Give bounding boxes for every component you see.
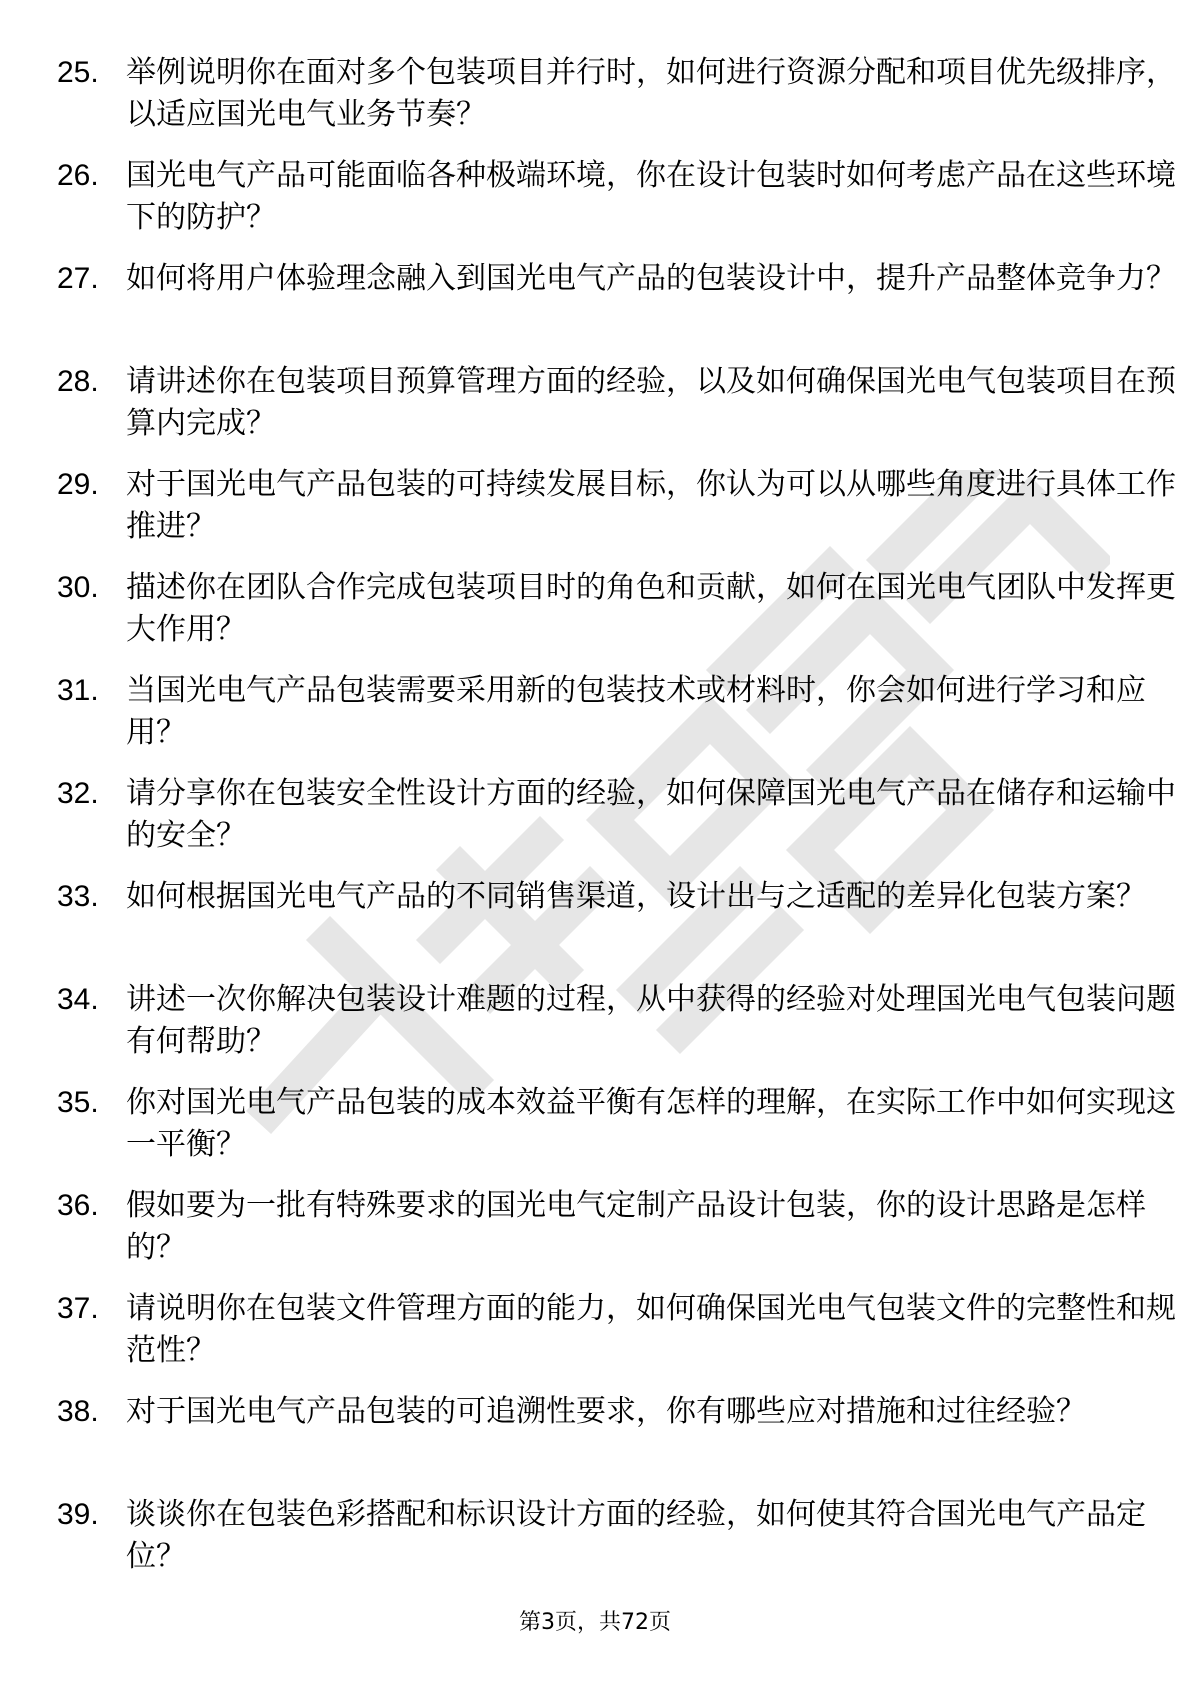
question-text: 当国光电气产品包装需要采用新的包装技术或材料时，你会如何进行学习和应用？ — [126, 673, 1146, 750]
question-item — [57, 1082, 1176, 1185]
question-number: 39. — [57, 1498, 99, 1531]
question-number: 32. — [57, 777, 99, 810]
question-text: 对于国光电气产品包装的可追溯性要求，你有哪些应对措施和过往经验？ — [126, 1394, 1086, 1429]
question-text: 请分享你在包装安全性设计方面的经验，如何保障国光电气产品在储存和运输中的安全？ — [126, 776, 1176, 853]
question-item — [57, 876, 1146, 979]
question-number: 33. — [57, 880, 99, 913]
question-text: 如何根据国光电气产品的不同销售渠道，设计出与之适配的差异化包装方案？ — [126, 879, 1146, 914]
question-text: 举例说明你在面对多个包装项目并行时，如何进行资源分配和项目优先级排序，以适应国光电气业务节奏？ — [126, 55, 1176, 132]
question-number: 25. — [57, 56, 99, 89]
question-item — [57, 155, 1176, 258]
question-number: 28. — [57, 365, 99, 398]
question-number: 36. — [57, 1189, 99, 1222]
question-text: 对于国光电气产品包装的可持续发展目标，你认为可以从哪些角度进行具体工作推进？ — [126, 467, 1176, 544]
question-text: 描述你在团队合作完成包装项目时的角色和贡献，如何在国光电气团队中发挥更大作用？ — [126, 570, 1176, 647]
question-text: 你对国光电气产品包装的成本效益平衡有怎样的理解，在实际工作中如何实现这一平衡？ — [126, 1085, 1176, 1162]
question-item — [57, 258, 1176, 361]
question-number: 38. — [57, 1395, 99, 1428]
question-item — [57, 1288, 1176, 1391]
question-text: 请讲述你在包装项目预算管理方面的经验，以及如何确保国光电气包装项目在预算内完成？ — [126, 364, 1176, 441]
question-number: 35. — [57, 1086, 99, 1119]
question-item — [57, 979, 1176, 1082]
question-text: 讲述一次你解决包装设计难题的过程，从中获得的经验对处理国光电气包装问题有何帮助？ — [126, 982, 1176, 1059]
question-item — [57, 567, 1176, 670]
question-item — [57, 464, 1176, 567]
question-item — [57, 52, 1176, 155]
page-footer: 第3页，共72页 — [519, 1610, 671, 1635]
question-list — [57, 52, 1176, 1597]
question-item — [57, 1185, 1146, 1288]
question-text: 国光电气产品可能面临各种极端环境，你在设计包装时如何考虑产品在这些环境下的防护？ — [126, 158, 1176, 235]
question-number: 34. — [57, 983, 99, 1016]
question-number: 29. — [57, 468, 99, 501]
question-text: 请说明你在包装文件管理方面的能力，如何确保国光电气包装文件的完整性和规范性？ — [126, 1291, 1176, 1368]
question-number: 27. — [57, 262, 99, 295]
question-number: 37. — [57, 1292, 99, 1325]
question-text: 如何将用户体验理念融入到国光电气产品的包装设计中，提升产品整体竞争力？ — [126, 261, 1176, 296]
question-text: 假如要为一批有特殊要求的国光电气定制产品设计包装，你的设计思路是怎样的？ — [126, 1188, 1146, 1265]
question-text: 谈谈你在包装色彩搭配和标识设计方面的经验，如何使其符合国光电气产品定位？ — [126, 1497, 1146, 1574]
question-item — [57, 670, 1146, 773]
question-item — [57, 1494, 1146, 1597]
question-number: 26. — [57, 159, 99, 192]
question-number: 30. — [57, 571, 99, 604]
question-item — [57, 1391, 1137, 1494]
question-number: 31. — [57, 674, 99, 707]
question-item — [57, 361, 1176, 464]
question-item — [57, 773, 1176, 876]
